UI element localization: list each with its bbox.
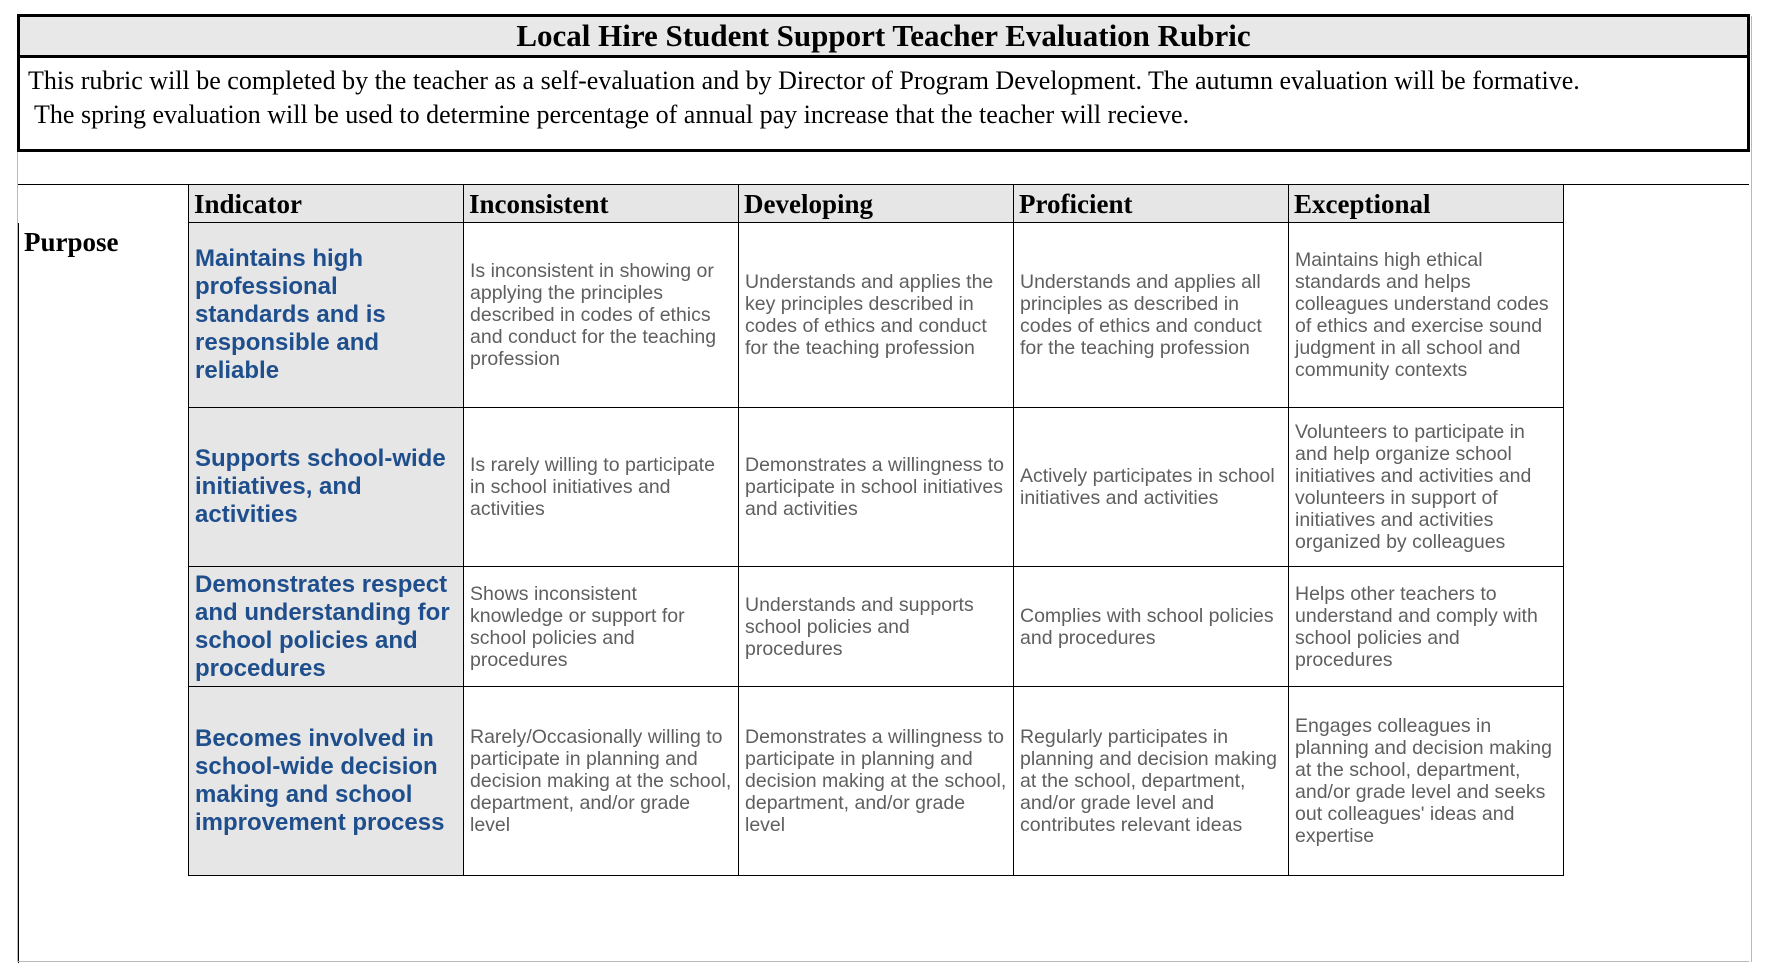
intro-text-box <box>17 58 1750 152</box>
bottom-divider <box>18 961 1749 962</box>
inconsistent-cell: Is rarely willing to participate in school initiatives and activities <box>463 407 739 567</box>
developing-cell: Understands and supports school policies and procedures <box>738 566 1014 687</box>
inconsistent-cell: Is inconsistent in showing or applying the principles described in codes of ethics and conduct for the teaching profession <box>463 222 739 408</box>
proficient-cell: Understands and applies all principles as described in codes of ethics and conduct for the teaching profession <box>1013 222 1289 408</box>
developing-cell: Demonstrates a willingness to participate in planning and decision making at the school, department, and/or grade level <box>738 686 1014 876</box>
inconsistent-cell: Shows inconsistent knowledge or support for school policies and procedures <box>463 566 739 687</box>
intro-line-2: The spring evaluation will be used to determine percentage of annual pay increase that the teacher will recieve. <box>28 100 1190 129</box>
indicator-cell: Becomes involved in school-wide decision making and school improvement process <box>188 686 464 876</box>
spacer-row <box>18 152 1749 185</box>
header-proficient: Proficient <box>1013 184 1289 223</box>
developing-cell: Understands and applies the key principles described in codes of ethics and conduct for the teaching profession <box>738 222 1014 408</box>
inconsistent-cell: Rarely/Occasionally willing to participate in planning and decision making at the school, department, and/or grade level <box>463 686 739 876</box>
header-indicator: Indicator <box>188 184 464 223</box>
developing-cell: Demonstrates a willingness to participate in school initiatives and activities <box>738 407 1014 567</box>
exceptional-cell: Engages colleagues in planning and decision making at the school, department, and/or grade level and seeks out colleagues' ideas and expertise <box>1288 686 1564 876</box>
intro-line-1: This rubric will be completed by the teacher as a self-evaluation and by Director of Program Development. The autumn evaluation will be formative. <box>28 66 1580 95</box>
rubric-title-bar <box>17 14 1750 58</box>
header-exceptional: Exceptional <box>1288 184 1564 223</box>
exceptional-cell: Volunteers to participate in and help organize school initiatives and activities and volunteers in support of initiatives and activities organized by colleagues <box>1288 407 1564 567</box>
header-inconsistent: Inconsistent <box>463 184 739 223</box>
indicator-cell: Maintains high professional standards and is responsible and reliable <box>188 222 464 408</box>
page-title: Local Hire Student Support Teacher Evaluation Rubric <box>516 18 1251 53</box>
proficient-cell: Actively participates in school initiatives and activities <box>1013 407 1289 567</box>
exceptional-cell: Maintains high ethical standards and helps colleagues understand codes of ethics and exercise sound judgment in all school and community contexts <box>1288 222 1564 408</box>
exceptional-cell: Helps other teachers to understand and comply with school policies and procedures <box>1288 566 1564 687</box>
proficient-cell: Complies with school policies and procedures <box>1013 566 1289 687</box>
indicator-cell: Supports school-wide initiatives, and activities <box>188 407 464 567</box>
header-developing: Developing <box>738 184 1014 223</box>
section-label-purpose: Purpose <box>24 227 119 257</box>
proficient-cell: Regularly participates in planning and decision making at the school, department, and/or grade level and contributes relevant ideas <box>1013 686 1289 876</box>
table-left-border <box>18 223 19 963</box>
indicator-cell: Demonstrates respect and understanding for school policies and procedures <box>188 566 464 687</box>
